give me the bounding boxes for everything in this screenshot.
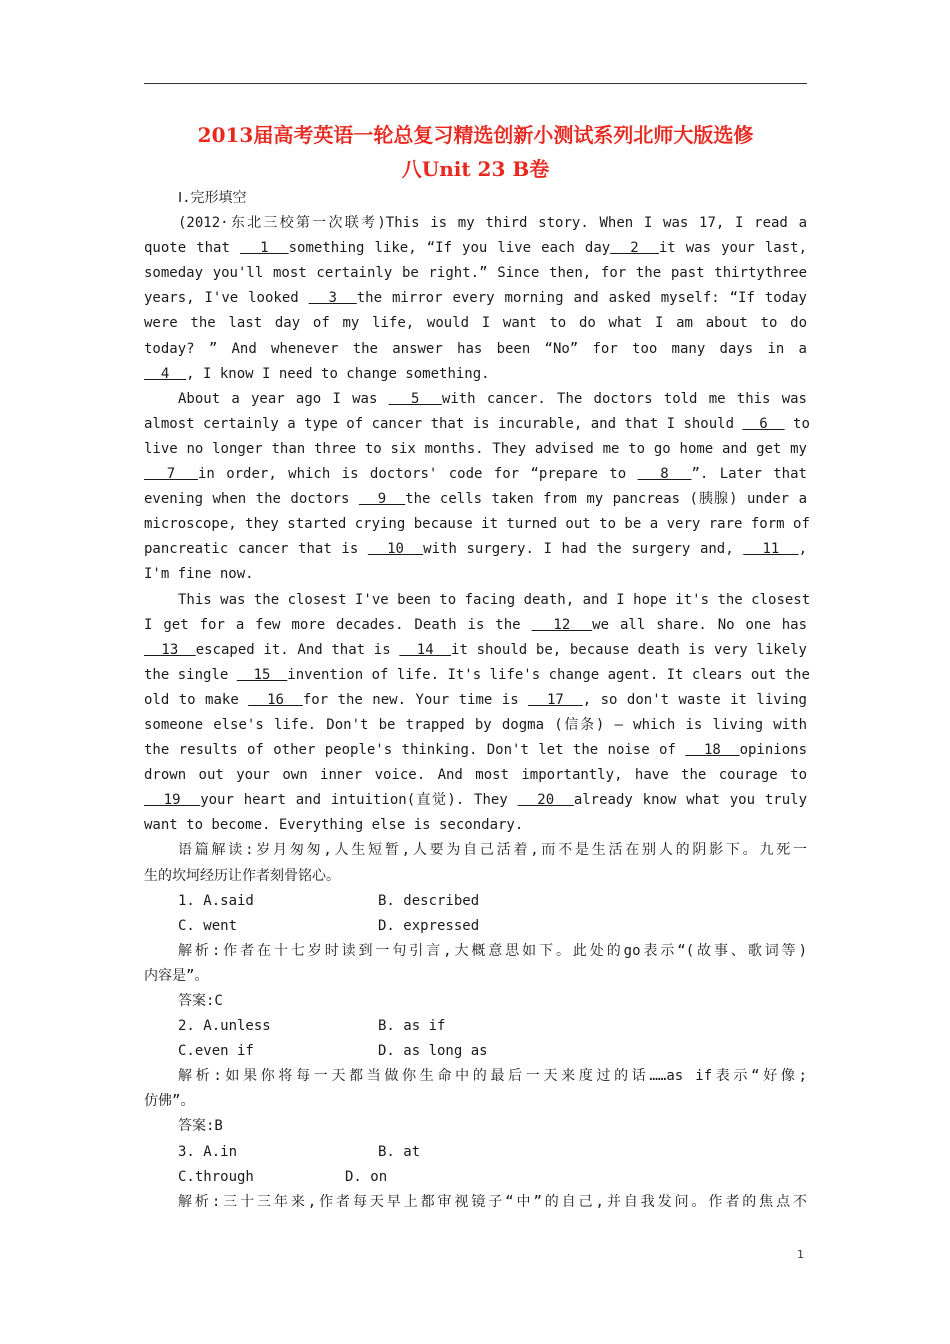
- passage-line: [144, 462, 807, 487]
- passage-text: in order, which is doctors' code for “prepare to: [197, 466, 638, 483]
- option-row: [144, 1140, 807, 1165]
- passage-line: [144, 236, 807, 261]
- blank-number: 1: [239, 240, 289, 257]
- passage-line: [144, 788, 807, 813]
- option-b: B. described: [378, 892, 480, 909]
- passage-text: with surgery. I had the surgery and,: [423, 541, 744, 558]
- section-heading: Ⅰ.完形填空: [178, 190, 247, 206]
- passage-text: About a year ago I was: [178, 390, 389, 407]
- option-a: 2. A.unless: [178, 1018, 271, 1035]
- option-a: 1. A.said: [178, 892, 254, 909]
- passage-text: This was the closest I've been to facing death, and I hope it's the closest: [178, 591, 811, 608]
- passage-text: drown out your own inner voice. And most importantly, have the courage to: [144, 767, 807, 784]
- passage-line: [144, 537, 807, 562]
- blank-number: 5: [388, 390, 442, 407]
- option-row: [144, 914, 807, 939]
- blank-number: 8: [637, 466, 692, 483]
- passage-text: already know what you truly: [573, 792, 808, 809]
- passage-line: [144, 813, 807, 838]
- passage-text: the mirror every morning and asked myself: “If today: [356, 290, 807, 307]
- blank-number: 9: [358, 491, 406, 508]
- passage-text: microscope, they started crying because it turned out to be a very rare form of: [144, 516, 810, 533]
- blank-number: 11: [743, 541, 799, 558]
- option-d: D. expressed: [378, 917, 480, 934]
- passage-line: [144, 337, 807, 362]
- passage-text: to: [784, 415, 810, 432]
- answer-line: 答案:B: [178, 1118, 223, 1135]
- passage-line: [144, 638, 807, 663]
- document-title-line-1: 2013届高考英语一轮总复习精选创新小测试系列北师大版选修: [197, 123, 754, 147]
- passage-text: ”. Later that: [691, 466, 807, 483]
- passage-line: [144, 713, 807, 738]
- explanation-line: 仿佛”。: [144, 1093, 195, 1110]
- passage-line: [144, 663, 810, 688]
- option-c: C.even if: [178, 1043, 254, 1060]
- passage-text: want to become. Everything else is secondary.: [144, 817, 524, 834]
- blank-number: 17: [528, 691, 583, 708]
- passage-line: [144, 311, 807, 336]
- question-list: [144, 889, 807, 1215]
- passage-line: [144, 261, 807, 286]
- passage-text: live no longer than three to six months. They advised me to go home and get my: [144, 440, 807, 457]
- passage-text: the single: [144, 666, 237, 683]
- passage-text: for the new. Your time is: [302, 691, 529, 708]
- passage-text: it should be, because death is very likely: [451, 641, 807, 658]
- option-b: B. at: [378, 1143, 421, 1160]
- passage-text: the results of other people's thinking. Don't let the noise of: [144, 742, 686, 759]
- option-d: D. on: [345, 1168, 388, 1185]
- passage-analysis: [144, 838, 807, 888]
- option-row: [144, 1165, 807, 1190]
- passage-text: old to make: [144, 691, 249, 708]
- passage-line: [144, 562, 807, 587]
- passage-line: [144, 763, 807, 788]
- passage-line: [144, 362, 807, 387]
- option-a: 3. A.in: [178, 1143, 238, 1160]
- blank-number: 15: [236, 666, 288, 683]
- passage-text: someone else's life. Don't be trapped by dogma (信条) — which is living with: [144, 716, 807, 733]
- passage-text: today? ” And whenever the answer has been “No” for too many days in a: [144, 340, 807, 357]
- passage-text: evening when the doctors: [144, 491, 359, 508]
- passage-text: your heart and intuition(直觉). They: [200, 792, 518, 809]
- blank-number: 10: [367, 541, 424, 558]
- cloze-passage: [144, 211, 811, 838]
- document-title-line-2: 八Unit 23 B卷: [401, 157, 550, 181]
- passage-text: someday you'll most certainly be right.” Since then, for the past thirtythree: [144, 265, 807, 282]
- passage-text: , I know I need to change something.: [186, 365, 490, 382]
- passage-line: [144, 688, 807, 713]
- explanation-line: 解析:作者在十七岁时读到一句引言,大概意思如下。此处的go表示“(故事、歌词等): [178, 942, 807, 959]
- document-body: [144, 186, 811, 1215]
- option-d: D. as long as: [378, 1043, 488, 1060]
- analysis-line: 生的坎坷经历让作者刻骨铭心。: [144, 867, 340, 884]
- blank-number: 12: [531, 616, 593, 633]
- explanation-line: 内容是”。: [144, 967, 209, 984]
- passage-text: I'm fine now.: [144, 566, 254, 583]
- blank-number: 19: [144, 792, 201, 809]
- passage-text: we all share. No one has: [592, 616, 808, 633]
- option-row: [144, 1039, 807, 1064]
- blank-number: 20: [517, 792, 574, 809]
- blank-number: 18: [685, 742, 740, 759]
- explanation-line: 解析:如果你将每一天都当做你生命中的最后一天来度过的话……as if表示“好像;: [178, 1068, 807, 1085]
- passage-line: [144, 412, 810, 437]
- blank-number: 7: [144, 466, 198, 483]
- passage-line: [144, 437, 807, 462]
- option-row: [144, 1014, 807, 1039]
- passage-text: (2012·东北三校第一次联考)This is my third story. When I was 17, I read a: [178, 215, 807, 232]
- option-c: C.through: [178, 1168, 254, 1185]
- passage-line: [144, 613, 807, 638]
- passage-line: [144, 487, 807, 512]
- passage-text: the cells taken from my pancreas (胰腺) under a: [405, 491, 808, 508]
- blank-number: 4: [144, 365, 187, 382]
- passage-line: [144, 286, 807, 311]
- page-number: 1: [797, 1248, 804, 1261]
- passage-text: with cancer. The doctors told me this was: [441, 390, 807, 407]
- passage-text: something like, “If you live each day: [288, 240, 611, 257]
- passage-line: [144, 588, 811, 613]
- header-rule: [144, 83, 807, 84]
- passage-line: [144, 387, 807, 412]
- passage-text: invention of life. It's life's change agent. It clears out the: [287, 666, 810, 683]
- option-c: C. went: [178, 917, 238, 934]
- passage-text: almost certainly a type of cancer that is incurable, and that I should: [144, 415, 743, 432]
- blank-number: 3: [308, 290, 357, 307]
- passage-text: it was your last,: [658, 240, 807, 257]
- passage-line: [144, 512, 810, 537]
- passage-line: [144, 738, 807, 763]
- blank-number: 6: [742, 415, 785, 432]
- passage-text: were the last day of my life, would I want to do what I am about to do: [144, 315, 807, 332]
- passage-text: escaped it. And that is: [195, 641, 400, 658]
- passage-text: I get for a few more decades. Death is the: [144, 616, 532, 633]
- passage-text: quote that: [144, 240, 240, 257]
- passage-text: years, I've looked: [144, 290, 309, 307]
- option-row: [144, 889, 807, 914]
- answer-line: 答案:C: [178, 993, 223, 1009]
- explanation-line: 解析:三十三年来,作者每天早上都审视镜子“中”的自己,并自我发问。作者的焦点不: [178, 1193, 807, 1210]
- passage-text: pancreatic cancer that is: [144, 541, 368, 558]
- passage-text: , so don't waste it living: [582, 691, 807, 708]
- blank-number: 2: [610, 240, 659, 257]
- blank-number: 13: [144, 641, 196, 658]
- passage-line: [144, 211, 807, 236]
- option-b: B. as if: [378, 1018, 446, 1035]
- blank-number: 14: [399, 641, 452, 658]
- analysis-line: 语篇解读:岁月匆匆,人生短暂,人要为自己活着,而不是生活在别人的阴影下。九死一: [178, 842, 807, 859]
- passage-text: opinions: [739, 742, 808, 759]
- passage-text: ,: [798, 541, 807, 558]
- blank-number: 16: [248, 691, 303, 708]
